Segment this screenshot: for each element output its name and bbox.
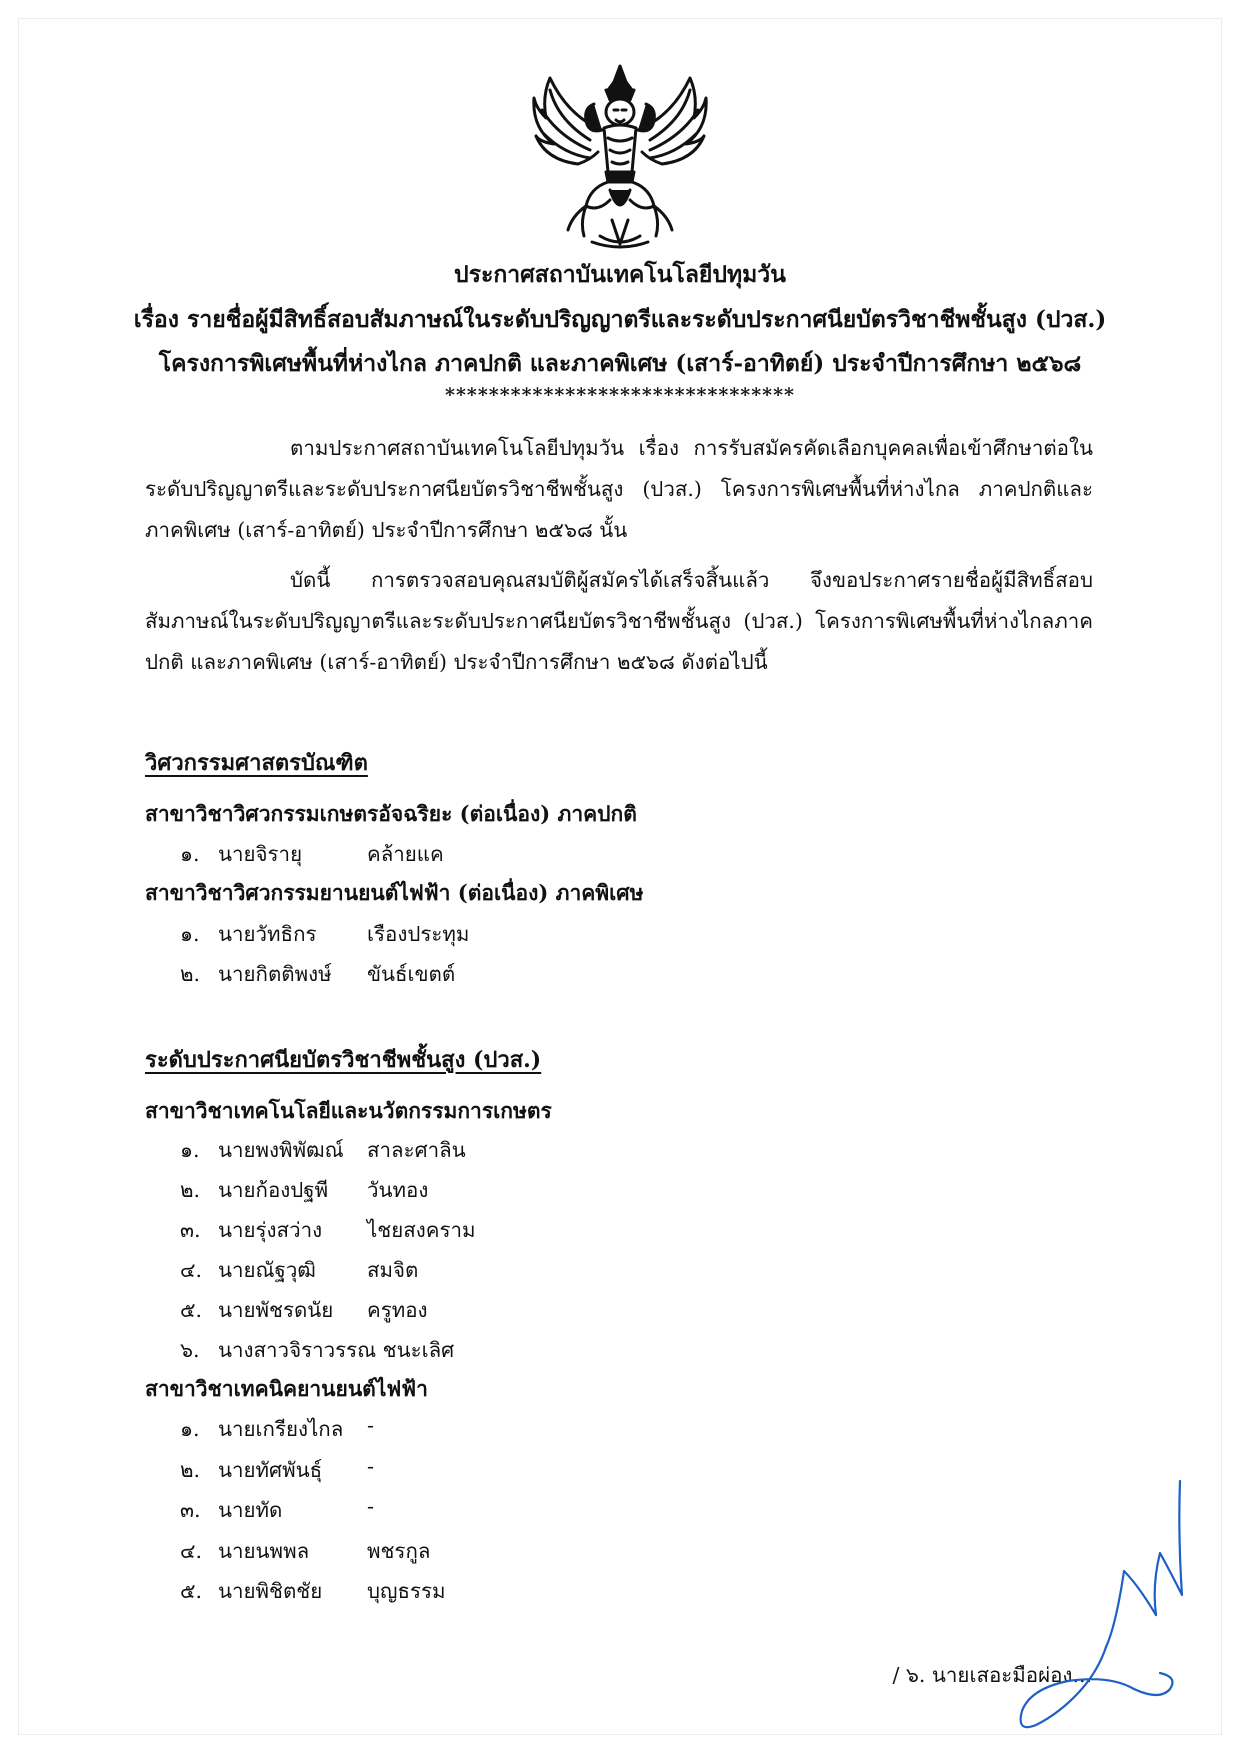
item-number: ๒. xyxy=(180,962,201,986)
first-name: นายณัฐวุฒิ xyxy=(218,1258,316,1282)
announcement-program: โครงการพิเศษพื้นที่ห่างไกล ภาคปกติ และภาคพิเศษ (เสาร์-อาทิตย์) ประจำปีการศึกษา ๒๕๖๘ xyxy=(158,350,1082,377)
item-number: ๑. xyxy=(180,922,200,946)
asterisk-divider: ******************************** xyxy=(445,384,795,406)
first-name: นายเกรียงไกล xyxy=(218,1417,344,1441)
item-number: ๒. xyxy=(180,1178,201,1202)
item-number: ๕. xyxy=(180,1579,203,1603)
handwritten-signature-icon xyxy=(1010,1475,1210,1735)
last-name: - xyxy=(367,1454,374,1478)
item-number: ๓. xyxy=(180,1498,201,1522)
intro-paragraph: ตามประกาศสถาบันเทคโนโลยีปทุมวัน เรื่อง การรับสมัครคัดเลือกบุคคลเพื่อเข้าศึกษาต่อในระดับปริญญาตรีและระดับประกาศนียบัตรวิชาชีพชั้นสูง (ปวส.) โครงการพิเศษพื้นที่ห่างไกล ภาคปกติและภาคพิเศษ (เสาร์-อาทิตย์) ประจำปีการศึกษา ๒๕๖๘ นั้น xyxy=(145,436,1093,542)
garuda-emblem-icon xyxy=(528,60,712,250)
last-name: ขันธ์เขตต์ xyxy=(367,962,456,986)
first-name: นายพงพิพัฒณ์ xyxy=(218,1138,344,1162)
announcement-paragraph: บัดนี้ การตรวจสอบคุณสมบัติผู้สมัครได้เสร็จสิ้นแล้ว จึงขอประกาศรายชื่อผู้มีสิทธิ์สอบสัมภาษณ์ในระดับปริญญาตรีและระดับประกาศนียบัตรวิชาชีพชั้นสูง (ปวส.) โครงการพิเศษพื้นที่ห่างไกลภาคปกติ และภาคพิเศษ (เสาร์-อาทิตย์) ประจำปีการศึกษา ๒๕๖๘ ดังต่อไปนี้ xyxy=(145,568,1093,674)
branch-title: สาขาวิชาวิศวกรรมเกษตรอัจฉริยะ (ต่อเนื่อง) ภาคปกติ xyxy=(145,801,637,826)
first-name: นายพัชรดนัย xyxy=(218,1298,334,1322)
last-name: พชรกูล xyxy=(367,1539,431,1563)
last-name: สาละศาลิน xyxy=(367,1138,466,1162)
last-name: ไชยสงคราม xyxy=(367,1218,476,1242)
first-name: นายทัศพันธุ์ xyxy=(218,1458,323,1482)
first-name: นายกิตติพงษ์ xyxy=(218,962,332,986)
branch-title: สาขาวิชาเทคโนโลยีและนวัตกรรมการเกษตร xyxy=(145,1098,552,1123)
item-number: ๔. xyxy=(180,1539,203,1563)
last-name: ครูทอง xyxy=(367,1298,428,1322)
item-number: ๖. xyxy=(180,1338,200,1362)
first-name: นายรุ่งสว่าง xyxy=(218,1218,323,1242)
item-number: ๒. xyxy=(180,1458,201,1482)
announcement-title: ประกาศสถาบันเทคโนโลยีปทุมวัน xyxy=(454,261,786,288)
section-heading: วิศวกรรมศาสตรบัณฑิต xyxy=(145,750,368,776)
first-name: นายพิชิตชัย xyxy=(218,1579,323,1603)
last-name: บุญธรรม xyxy=(367,1579,446,1603)
continuation-note: / ๖. นายเสอะมือผ่อง... xyxy=(892,1663,1092,1687)
last-name: สมจิต xyxy=(367,1258,419,1282)
last-name: คล้ายแค xyxy=(367,842,444,866)
item-number: ๑. xyxy=(180,1138,200,1162)
item-number: ๕. xyxy=(180,1298,203,1322)
item-number: ๔. xyxy=(180,1258,203,1282)
item-number: ๓. xyxy=(180,1218,201,1242)
last-name: เรืองประทุม xyxy=(367,922,470,946)
first-name: นายวัทธิกร xyxy=(218,922,317,946)
branch-title: สาขาวิชาวิศวกรรมยานยนต์ไฟฟ้า (ต่อเนื่อง) ภาคพิเศษ xyxy=(145,880,644,905)
section-heading: ระดับประกาศนียบัตรวิชาชีพชั้นสูง (ปวส.) xyxy=(145,1047,542,1073)
first-name: นายนพพล xyxy=(218,1539,310,1563)
first-name: นายทัด xyxy=(218,1498,283,1522)
first-name: นายก้องปฐพี xyxy=(218,1178,329,1202)
item-number: ๑. xyxy=(180,842,200,866)
announcement-subject: เรื่อง รายชื่อผู้มีสิทธิ์สอบสัมภาษณ์ในระดับปริญญาตรีและระดับประกาศนียบัตรวิชาชีพชั้นสูง (ปวส.) xyxy=(133,306,1107,333)
last-name: วันทอง xyxy=(367,1178,429,1202)
first-name: นายจิรายุ xyxy=(218,842,303,866)
last-name: - xyxy=(367,1494,374,1518)
last-name: - xyxy=(367,1413,374,1437)
branch-title: สาขาวิชาเทคนิคยานยนต์ไฟฟ้า xyxy=(145,1376,428,1401)
item-number: ๑. xyxy=(180,1417,200,1441)
full-name: นางสาวจิราวรรณ ชนะเลิศ xyxy=(218,1338,455,1362)
